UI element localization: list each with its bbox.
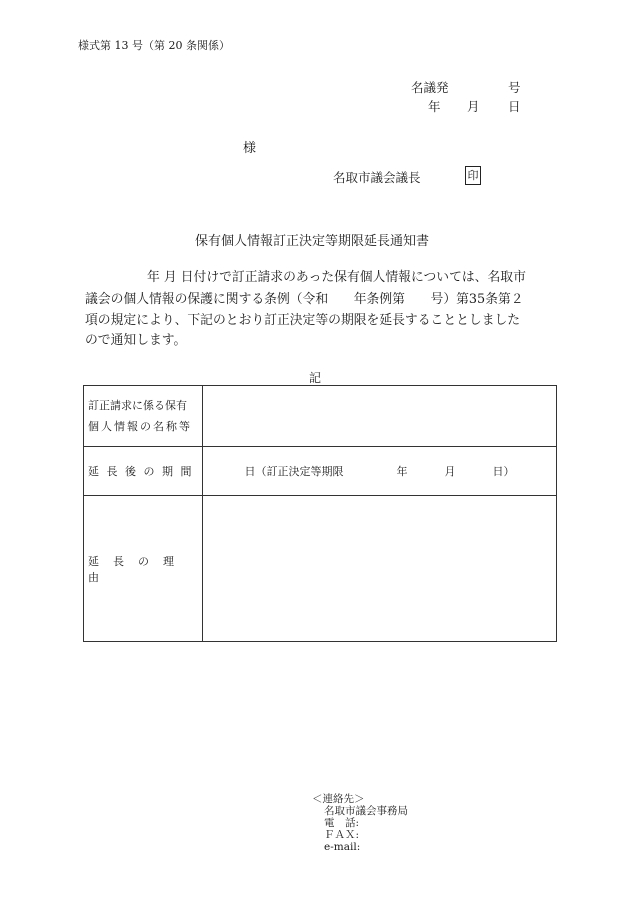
date-day: 日 xyxy=(508,99,521,114)
contact-fax: ＦＡＸ: xyxy=(324,829,360,841)
extended-period-end: 日） xyxy=(492,465,515,478)
date-month: 月 xyxy=(467,99,480,114)
row3-label: 延長の理由 xyxy=(88,554,188,584)
row-label-extended-period xyxy=(84,447,203,496)
document-number-prefix: 名議発 xyxy=(411,80,449,95)
form-number: 様式第 13 号（第 20 条関係） xyxy=(78,39,230,52)
date-year: 年 xyxy=(428,99,441,114)
ki-heading: 記 xyxy=(309,371,322,385)
extended-period-day: 日（訂正決定等期限 xyxy=(244,465,344,478)
document-title: 保有個人情報訂正決定等期限延長通知書 xyxy=(195,234,430,249)
table-row xyxy=(84,386,557,447)
body-line-2: 議会の個人情報の保護に関する条例（令和 年条例第 号）第35条第２ xyxy=(85,292,524,307)
contact-office: 名取市議会事務局 xyxy=(324,805,408,817)
seal-stamp: 印 xyxy=(465,166,481,185)
row-label-reason xyxy=(84,496,203,642)
row1-label-line-2: 個人情報の名称等 xyxy=(88,420,192,433)
addressee-honorific: 様 xyxy=(243,141,257,156)
information-name-field[interactable] xyxy=(203,386,557,447)
row2-label: 延長後の期間 xyxy=(88,465,199,478)
extended-period-month: 月 xyxy=(444,465,456,478)
contact-email: e-mail: xyxy=(324,841,361,853)
body-line-4: ので通知します。 xyxy=(85,333,187,348)
extended-period-field[interactable] xyxy=(203,447,557,496)
body-line-3: 項の規定により、下記のとおり訂正決定等の期限を延長することとしました xyxy=(85,313,521,328)
issuer-title: 名取市議会議長 xyxy=(333,170,421,185)
contact-block xyxy=(312,793,408,853)
reason-field[interactable] xyxy=(203,496,557,642)
row-label-information-name xyxy=(84,386,203,447)
notification-table xyxy=(83,385,557,642)
table-row xyxy=(84,447,557,496)
row1-label-line-1: 訂正請求に係る保有 xyxy=(88,399,187,412)
document-number-suffix: 号 xyxy=(508,80,521,95)
table-row xyxy=(84,496,557,642)
extended-period-year: 年 xyxy=(396,465,408,478)
body-line-1: 年 月 日付けで訂正請求のあった保有個人情報については、名取市 xyxy=(147,270,526,285)
contact-heading: ＜連絡先＞ xyxy=(312,793,365,805)
contact-phone: 電 話: xyxy=(324,817,360,829)
